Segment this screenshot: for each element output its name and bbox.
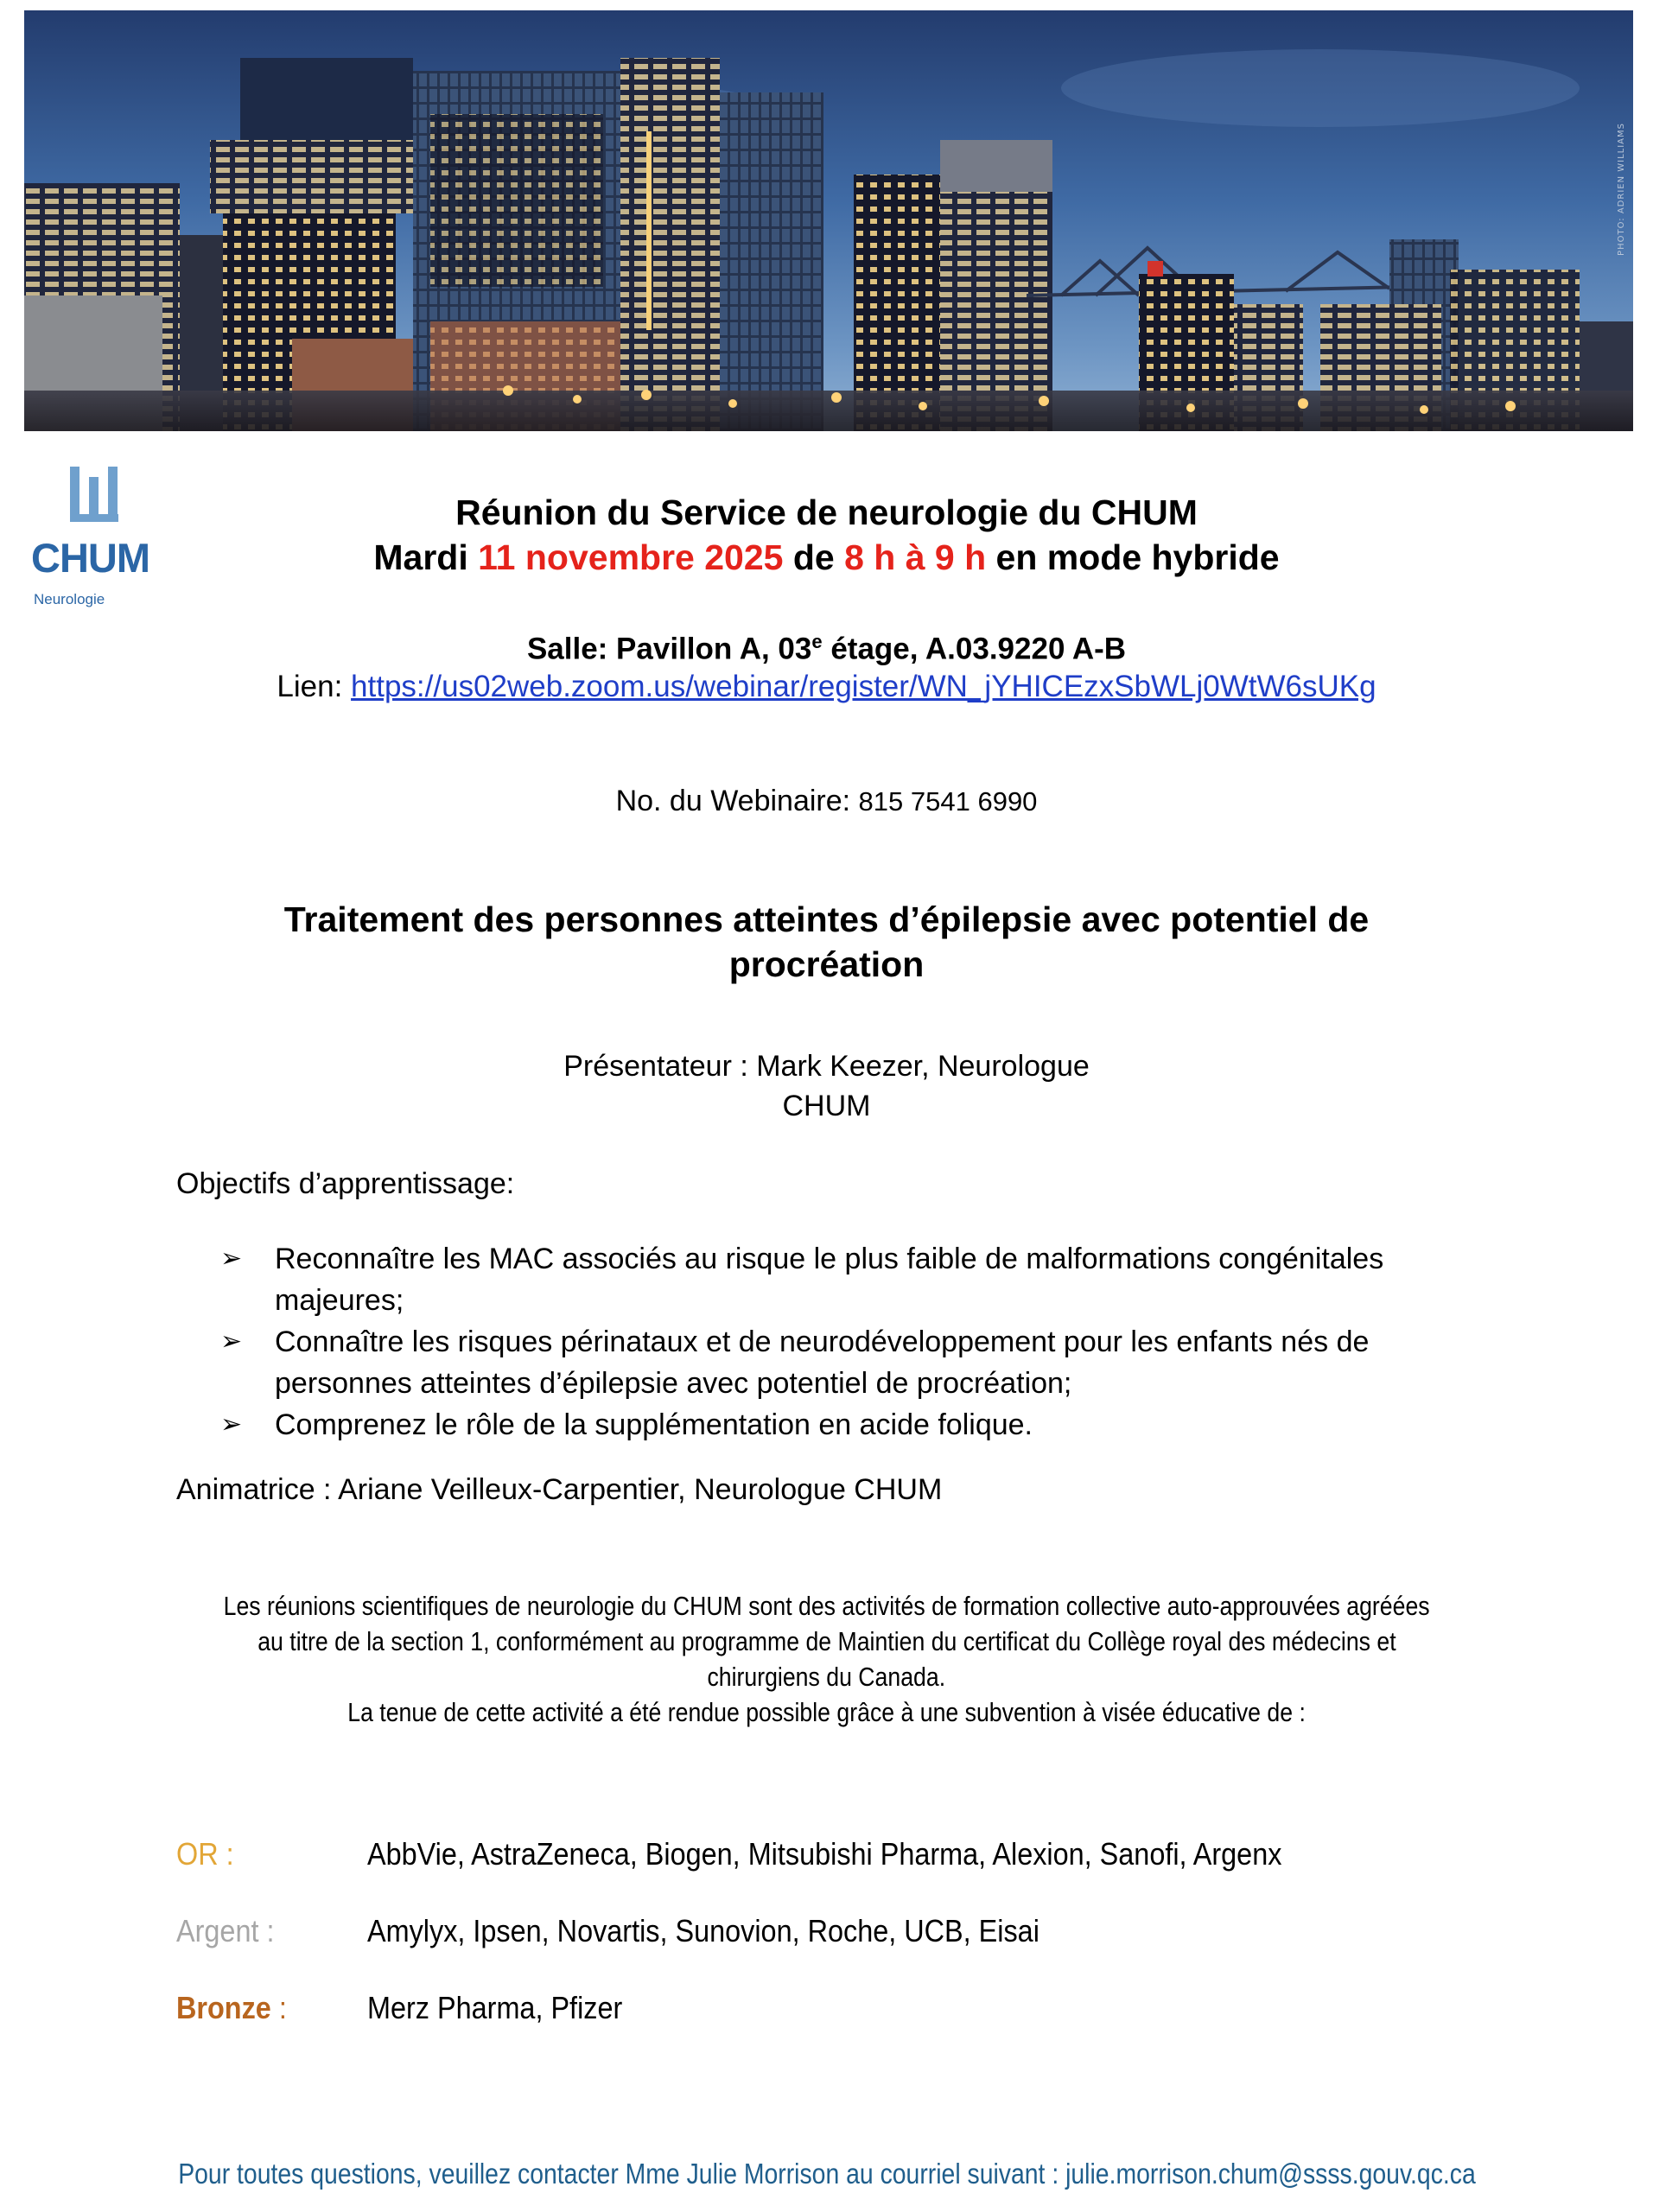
room-line bbox=[0, 631, 1653, 667]
room-sup: e bbox=[811, 631, 823, 652]
sponsor-gold-label: OR : bbox=[176, 1836, 234, 1872]
moderator-line: Animatrice : Ariane Veilleux-Carpentier, Neurologue CHUM bbox=[176, 1473, 943, 1506]
sponsor-bronze-label: Bronze : bbox=[176, 1990, 287, 2025]
link-line bbox=[0, 670, 1653, 704]
webinar-number: 815 7541 6990 bbox=[858, 786, 1038, 817]
date-mid: de bbox=[783, 537, 845, 577]
topic-line-1: Traitement des personnes atteintes d’épilepsie avec potentiel de bbox=[283, 899, 1370, 939]
presenter-affiliation: CHUM bbox=[782, 1090, 871, 1122]
contact-footer: Pour toutes questions, veuillez contacter Mme Julie Morrison au courriel suivant : julie.morrison.chum@ssss.gouv.qc.ca bbox=[177, 2158, 1476, 2190]
accreditation-line-3: chirurgiens du Canada. bbox=[707, 1662, 946, 1692]
date-suffix: en mode hybride bbox=[986, 537, 1280, 577]
logo-subtitle: Neurologie bbox=[34, 591, 105, 607]
accreditation-line-1: Les réunions scientifiques de neurologie du CHUM sont des activités de formation collective auto-approuvées agréées bbox=[223, 1591, 1430, 1621]
topic-line-2: procréation bbox=[728, 944, 925, 984]
webinar-line bbox=[0, 785, 1653, 818]
meeting-date: 11 novembre 2025 bbox=[478, 537, 784, 577]
contact-email[interactable]: julie.morrison.chum@ssss.gouv.qc.ca bbox=[1065, 2158, 1476, 2190]
sponsor-silver-label: Argent : bbox=[176, 1913, 275, 1948]
objective-item: ➢ Comprenez le rôle de la supplémentation en acide folique. bbox=[220, 1404, 1447, 1446]
date-prefix: Mardi bbox=[373, 537, 479, 577]
banner-photo bbox=[24, 10, 1633, 431]
meeting-title: Réunion du Service de neurologie du CHUM bbox=[455, 493, 1198, 532]
accreditation-line-4: La tenue de cette activité a été rendue possible grâce à une subvention à visée éducative de : bbox=[347, 1697, 1306, 1727]
webinar-label: No. du Webinaire: bbox=[615, 785, 859, 817]
sponsor-gold-names: AbbVie, AstraZeneca, Biogen, Mitsubishi Pharma, Alexion, Sanofi, Argenx bbox=[367, 1836, 1282, 1872]
arrow-bullet-icon: ➢ bbox=[220, 1243, 243, 1274]
objectives-list bbox=[220, 1238, 1447, 1446]
room-prefix: Salle: Pavillon A, 03 bbox=[526, 632, 812, 666]
room-suffix: étage, A.03.9220 A-B bbox=[822, 632, 1127, 666]
sponsor-bronze-names: Merz Pharma, Pfizer bbox=[367, 1990, 623, 2025]
presenter-line: Présentateur : Mark Keezer, Neurologue bbox=[563, 1050, 1090, 1083]
sponsor-silver-names: Amylyx, Ipsen, Novartis, Sunovion, Roche, UCB, Eisai bbox=[367, 1913, 1039, 1948]
objectives-heading: Objectifs d’apprentissage: bbox=[176, 1167, 515, 1200]
objective-item: ➢ Reconnaître les MAC associés au risque le plus faible de malformations congénitales majeures; bbox=[220, 1238, 1447, 1321]
link-label: Lien: bbox=[277, 670, 352, 703]
zoom-registration-link[interactable]: https://us02web.zoom.us/webinar/register/WN_jYHICEzxSbWLj0WtW6sUKg bbox=[351, 670, 1376, 703]
arrow-bullet-icon: ➢ bbox=[220, 1326, 243, 1357]
logo-name: CHUM bbox=[31, 535, 149, 581]
arrow-bullet-icon: ➢ bbox=[220, 1409, 243, 1440]
accreditation-line-2: au titre de la section 1, conformément au programme de Maintien du certificat du Collège royal des médecins et bbox=[257, 1626, 1396, 1656]
objective-item: ➢ Connaître les risques périnataux et de neurodéveloppement pour les enfants nés de personnes atteintes d’épilepsie avec potentiel de procréation; bbox=[220, 1321, 1447, 1404]
photo-credit: PHOTO: ADRIEN WILLIAMS bbox=[1617, 123, 1626, 256]
meeting-time: 8 h à 9 h bbox=[844, 537, 987, 577]
city-skyline-image bbox=[24, 10, 1633, 431]
meeting-date-line bbox=[0, 537, 1653, 578]
